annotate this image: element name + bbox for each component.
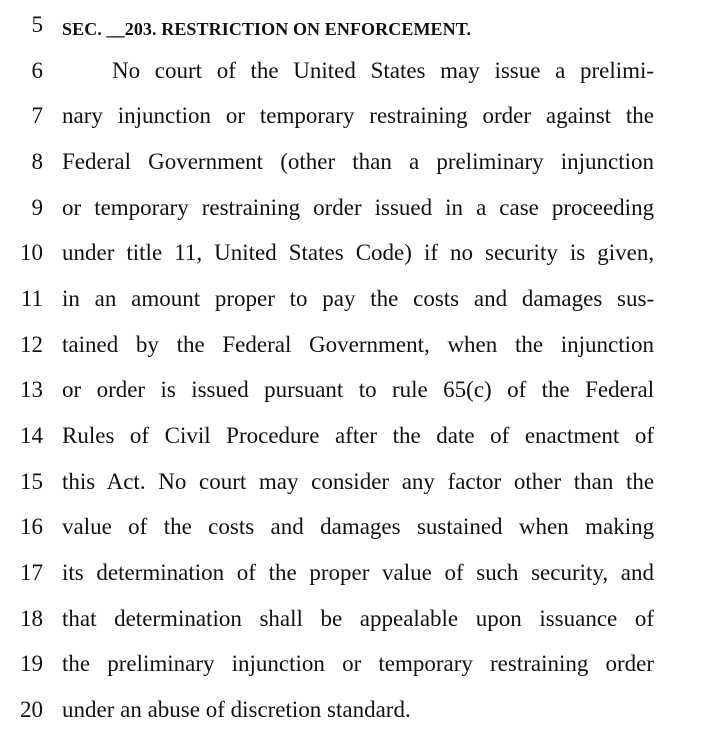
line-text: or order is issued pursuant to rule 65(c) of the Federal [62, 377, 654, 402]
line-14 [0, 421, 720, 467]
line-19 [0, 649, 720, 695]
line-text: under title 11, United States Code) if no security is given, [62, 240, 654, 265]
line-18 [0, 604, 720, 650]
line-number: 5 [31, 12, 43, 37]
line-7 [0, 101, 720, 147]
line-number: 10 [20, 240, 43, 265]
line-number: 16 [20, 514, 43, 539]
line-text: the preliminary injunction or temporary restraining order [62, 651, 654, 676]
line-number: 14 [20, 423, 43, 448]
line-16 [0, 512, 720, 558]
line-text: that determination shall be appealable upon issuance of [62, 606, 654, 631]
line-number: 20 [20, 697, 43, 722]
line-number: 13 [20, 377, 43, 402]
line-9 [0, 193, 720, 239]
line-text: value of the costs and damages sustained when making [62, 514, 654, 539]
line-number: 15 [20, 469, 43, 494]
line-13 [0, 375, 720, 421]
line-text: its determination of the proper value of such security, and [62, 560, 654, 585]
line-number: 17 [20, 560, 43, 585]
line-text: nary injunction or temporary restraining order against the [62, 103, 654, 128]
line-number: 11 [20, 286, 43, 311]
line-text: in an amount proper to pay the costs and damages sus- [62, 286, 654, 311]
line-text: or temporary restraining order issued in a case proceeding [62, 195, 654, 220]
line-number: 6 [31, 58, 43, 83]
line-number: 12 [20, 332, 43, 357]
line-text: Federal Government (other than a preliminary injunction [62, 149, 654, 174]
line-11 [0, 284, 720, 330]
line-12 [0, 330, 720, 376]
line-10 [0, 238, 720, 284]
line-8 [0, 147, 720, 193]
line-17 [0, 558, 720, 604]
line-5 [0, 10, 720, 56]
line-text: Rules of Civil Procedure after the date of enactment of [62, 423, 654, 448]
line-number: 7 [31, 103, 43, 128]
line-text: No court of the United States may issue a prelimi- [112, 58, 654, 83]
line-text: under an abuse of discretion standard. [62, 697, 411, 722]
line-text: tained by the Federal Government, when the injunction [62, 332, 654, 357]
line-number: 8 [31, 149, 43, 174]
section-heading: SEC. __203. RESTRICTION ON ENFORCEMENT. [62, 19, 472, 39]
line-6 [0, 56, 720, 102]
line-15 [0, 467, 720, 513]
line-20 [0, 695, 720, 741]
line-number: 19 [20, 651, 43, 676]
line-number: 9 [31, 195, 43, 220]
line-number: 18 [20, 606, 43, 631]
line-text: this Act. No court may consider any factor other than the [62, 469, 654, 494]
